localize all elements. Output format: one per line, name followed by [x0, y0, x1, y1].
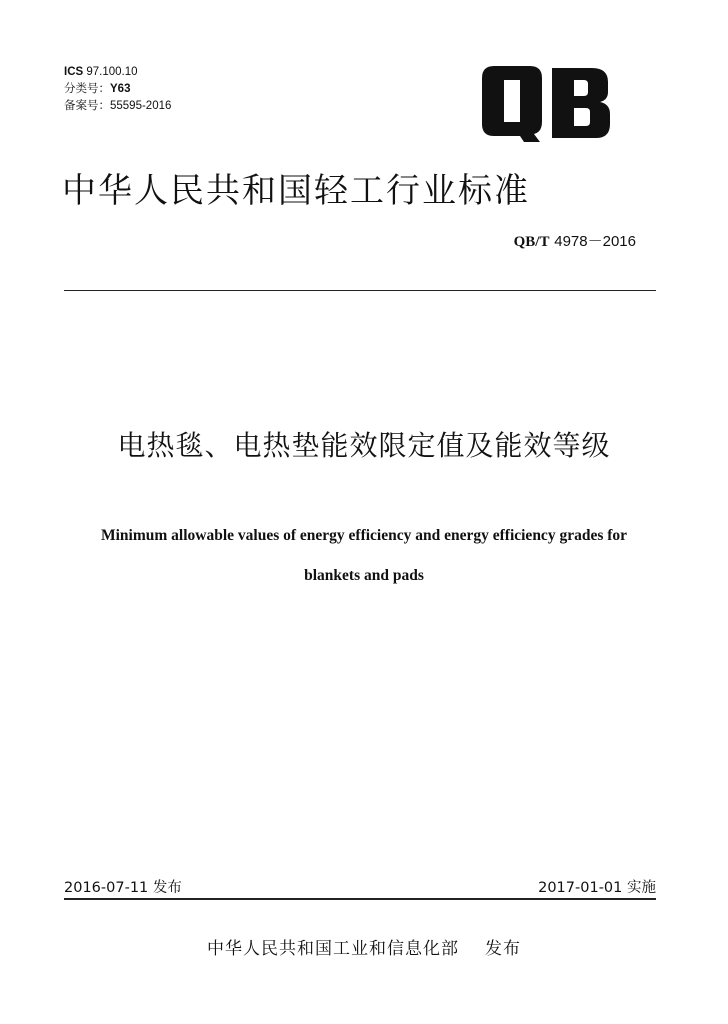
top-divider	[64, 290, 656, 291]
standard-code-number: 4978－2016	[554, 233, 636, 250]
issue-date: 2016-07-11 发布	[64, 880, 182, 896]
document-title-zh: 电热毯、电热垫能效限定值及能效等级	[117, 429, 611, 462]
bottom-divider	[64, 898, 656, 900]
standard-category-title: 中华人民共和国轻工行业标准	[62, 171, 530, 211]
qb-logo	[480, 66, 612, 142]
standard-code	[514, 230, 636, 251]
ics-value: 97.100.10	[86, 66, 138, 78]
class-label: 分类号：	[64, 83, 110, 95]
ics-line	[64, 64, 171, 81]
publisher-action: 发布	[485, 939, 521, 959]
standard-code-prefix: QB/T	[513, 234, 550, 250]
ics-label: ICS	[64, 66, 84, 78]
record-label: 备案号：	[64, 100, 110, 112]
record-value: 55595-2016	[110, 100, 172, 112]
class-value: Y63	[110, 83, 131, 95]
implementation-date: 2017-01-01 实施	[538, 880, 656, 896]
record-line	[64, 98, 171, 115]
document-title-en-line2: blankets and pads	[304, 567, 424, 584]
document-title-en-line1: Minimum allowable values of energy efficiency and energy efficiency grades for	[100, 527, 628, 544]
classification-block	[64, 64, 171, 115]
publisher-line	[0, 934, 728, 959]
publisher-name: 中华人民共和国工业和信息化部	[207, 939, 459, 959]
class-line	[64, 81, 171, 98]
